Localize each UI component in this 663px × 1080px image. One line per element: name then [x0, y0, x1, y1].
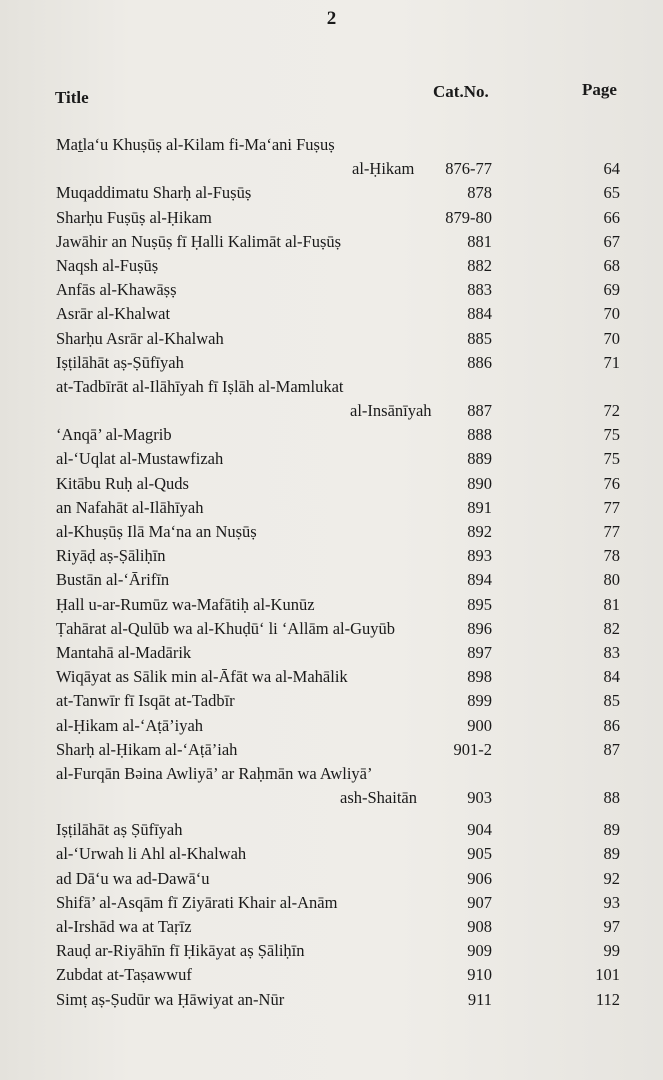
entry-cat-no: 887 [467, 401, 492, 421]
entry-line [0, 867, 663, 891]
entry-line [0, 689, 663, 713]
catalogue-entry [0, 181, 663, 205]
entry-page: 68 [603, 255, 620, 275]
catalogue-entry [0, 818, 663, 842]
catalogue-entry [0, 939, 663, 963]
entry-cat-no: 885 [467, 328, 492, 348]
entry-page: 64 [603, 159, 620, 179]
catalogue-entry [0, 641, 663, 665]
entry-title: Kitābu Ruḥ al-Quds [56, 473, 189, 493]
entry-title: Iṣṭilāhāt aṣ Ṣūfīyah [56, 820, 183, 840]
entry-title: Riyāḍ aṣ-Ṣāliḥīn [56, 546, 166, 566]
catalogue-entry [0, 963, 663, 987]
entry-page: 85 [603, 691, 620, 711]
entry-cat-no: 904 [467, 820, 492, 840]
catalogue-entry [0, 593, 663, 617]
entry-cat-no: 893 [467, 546, 492, 566]
entry-page: 84 [603, 667, 620, 687]
entry-title-continuation: ash-Shaitān [340, 788, 417, 808]
entry-line [0, 230, 663, 254]
entry-page: 101 [595, 965, 620, 985]
entry-page: 77 [603, 497, 620, 517]
entry-page: 65 [603, 183, 620, 203]
entry-title: al-Khuṣūṣ Ilā Ma‘na an Nuṣūṣ [56, 522, 257, 541]
entry-page: 70 [603, 328, 620, 348]
entry-line [0, 447, 663, 471]
entry-page: 77 [603, 522, 620, 541]
catalogue-entry [0, 520, 663, 544]
entry-page: 87 [603, 739, 620, 759]
entry-page: 112 [595, 989, 620, 1009]
entry-page: 66 [603, 207, 620, 227]
entry-line [0, 963, 663, 987]
catalogue-entry [0, 544, 663, 568]
catalogue-entry [0, 738, 663, 762]
entry-page: 80 [603, 570, 620, 590]
entry-page: 93 [603, 892, 620, 912]
entry-cat-no: 908 [467, 917, 492, 936]
spacer [0, 810, 663, 818]
entry-line [0, 157, 663, 181]
entry-line [0, 915, 663, 939]
catalogue-entry [0, 915, 663, 939]
entry-title: Iṣṭilāhāt aṣ-Ṣūfīyah [56, 352, 184, 372]
entry-title: ‘Anqā’ al-Magrib [56, 425, 172, 445]
entry-line [0, 206, 663, 230]
catalogue-entry [0, 133, 663, 181]
entry-cat-no: 876-77 [445, 159, 492, 179]
catalogue-entry-list [0, 133, 663, 1012]
entry-cat-no: 909 [467, 941, 492, 961]
entry-title: Maṯla‘u Khuṣūṣ al-Kilam fi-Ma‘ani Fuṣuṣ [56, 135, 335, 154]
entry-title: Shifā’ al-Asqām fī Ziyārati Khair al-Anām [56, 892, 338, 912]
entry-line [0, 988, 663, 1012]
entry-page: 83 [603, 642, 620, 662]
entry-line [0, 593, 663, 617]
catalogue-entry [0, 665, 663, 689]
entry-cat-no: 900 [467, 715, 492, 735]
entry-page: 82 [603, 618, 620, 638]
entry-cat-no: 878 [467, 183, 492, 203]
entry-title: Ḥall u-ar-Rumūz wa-Mafātiḥ al-Kunūz [56, 594, 315, 614]
entry-line [0, 738, 663, 762]
page-column-header: Page [582, 80, 617, 99]
entry-page: 72 [603, 401, 620, 421]
entry-cat-no: 891 [467, 497, 492, 517]
entry-page: 78 [603, 546, 620, 566]
entry-cat-no: 883 [467, 280, 492, 300]
entry-page: 89 [603, 820, 620, 840]
catalogue-entry [0, 254, 663, 278]
entry-page: 75 [603, 425, 620, 445]
entry-title: Jawāhir an Nuṣūṣ fī Ḥalli Kalimāt al-Fuṣūṣ [56, 231, 342, 251]
entry-line [0, 399, 663, 423]
catalogue-entry [0, 375, 663, 423]
entry-title: Mantahā al-Madārik [56, 642, 192, 662]
entry-title: Anfās al-Khawāṣṣ [56, 280, 177, 300]
entry-cat-no: 896 [467, 618, 492, 638]
entry-cat-no: 879-80 [445, 207, 492, 227]
entry-title: Rauḍ ar-Riyāhīn fī Ḥikāyat aṣ Ṣāliḥīn [56, 941, 305, 961]
entry-cat-no: 911 [467, 989, 492, 1009]
entry-cat-no: 901-2 [453, 739, 492, 759]
entry-line [0, 762, 663, 786]
catalogue-entry [0, 689, 663, 713]
catalogue-entry [0, 206, 663, 230]
entry-line [0, 181, 663, 205]
entry-title: Naqsh al-Fuṣūṣ [56, 255, 159, 275]
entry-page: 76 [603, 473, 620, 493]
entry-title-continuation: al-Ḥikam [352, 159, 415, 179]
catalogue-entry [0, 351, 663, 375]
entry-title: Ṭahārat al-Qulūb wa al-Khuḍū‘ li ‘Allām al-Guyūb [56, 618, 396, 638]
entry-line [0, 568, 663, 592]
catalogue-entry [0, 891, 663, 915]
catalogue-entry [0, 867, 663, 891]
entry-title: Asrār al-Khalwat [56, 304, 171, 324]
entry-cat-no: 889 [467, 449, 492, 469]
table-header [0, 78, 663, 108]
entry-line [0, 351, 663, 375]
entry-page: 75 [603, 449, 620, 469]
entry-line [0, 842, 663, 866]
entry-page: 71 [603, 352, 620, 372]
entry-cat-no: 881 [467, 231, 492, 251]
entry-title-continuation: al-Insānīyah [350, 401, 432, 421]
catalogue-entry [0, 762, 663, 810]
catalogue-entry [0, 327, 663, 351]
entry-title: Bustān al-‘Ārifīn [56, 570, 170, 590]
catalogue-entry [0, 714, 663, 738]
entry-page: 89 [603, 844, 620, 864]
entry-cat-no: 882 [467, 255, 492, 275]
catalogue-entry [0, 423, 663, 447]
entry-title: al-Furqān Bəina Awliyā’ ar Raḥmān wa Awliyā’ [56, 763, 373, 783]
entry-line [0, 278, 663, 302]
entry-page: 86 [603, 715, 620, 735]
entry-title: Zubdat at-Taṣawwuf [56, 965, 192, 985]
entry-cat-no: 898 [467, 667, 492, 687]
catalogue-entry [0, 496, 663, 520]
entry-cat-no: 906 [467, 868, 492, 888]
entry-cat-no: 905 [467, 844, 492, 864]
entry-cat-no: 903 [467, 788, 492, 808]
entry-page: 67 [603, 231, 620, 251]
entry-line [0, 714, 663, 738]
entry-line [0, 641, 663, 665]
entry-cat-no: 886 [467, 352, 492, 372]
entry-cat-no: 897 [467, 642, 492, 662]
entry-line [0, 496, 663, 520]
entry-page: 70 [603, 304, 620, 324]
entry-cat-no: 890 [467, 473, 492, 493]
entry-title: al-Ḥikam al-‘Aṭā’iyah [56, 715, 204, 735]
entry-line [0, 665, 663, 689]
entry-title: al-Irshād wa at Taṛīz [56, 917, 192, 936]
entry-title: Sharḥ al-Ḥikam al-‘Aṭā’iah [56, 739, 238, 759]
entry-line [0, 423, 663, 447]
entry-cat-no: 910 [467, 965, 492, 985]
entry-page: 88 [603, 788, 620, 808]
cat-no-column-header: Cat.No. [433, 82, 489, 101]
entry-page: 99 [603, 941, 620, 961]
catalogue-entry [0, 278, 663, 302]
entry-line [0, 472, 663, 496]
entry-title: al-‘Urwah li Ahl al-Khalwah [56, 844, 247, 864]
entry-line [0, 818, 663, 842]
entry-line [0, 939, 663, 963]
catalogue-entry [0, 302, 663, 326]
entry-title: Wiqāyat as Sālik min al-Āfāt wa al-Mahālik [56, 667, 348, 687]
entry-title: Muqaddimatu Sharḥ al-Fuṣūṣ [56, 183, 252, 203]
entry-line [0, 786, 663, 810]
entry-line [0, 891, 663, 915]
entry-cat-no: 907 [467, 892, 492, 912]
entry-cat-no: 899 [467, 691, 492, 711]
entry-cat-no: 884 [467, 304, 492, 324]
entry-line [0, 544, 663, 568]
entry-line [0, 302, 663, 326]
entry-cat-no: 888 [467, 425, 492, 445]
title-column-header: Title [55, 88, 89, 107]
entry-page: 92 [603, 868, 620, 888]
entry-line [0, 617, 663, 641]
entry-line [0, 375, 663, 399]
entry-cat-no: 892 [467, 522, 492, 541]
entry-page: 81 [603, 594, 620, 614]
catalogue-entry [0, 617, 663, 641]
entry-title: ad Dā‘u wa ad-Dawā‘u [56, 868, 210, 888]
entry-title: Sharḥu Asrār al-Khalwah [56, 328, 224, 348]
catalogue-entry [0, 447, 663, 471]
entry-title: at-Tadbīrāt al-Ilāhīyah fī Iṣlāh al-Mamlukat [56, 376, 344, 396]
catalogue-entry [0, 230, 663, 254]
entry-line [0, 327, 663, 351]
entry-title: an Nafahāt al-Ilāhīyah [56, 497, 204, 517]
entry-title: at-Tanwīr fī Isqāt at-Tadbīr [56, 691, 235, 711]
entry-title: al-‘Uqlat al-Mustawfizah [56, 449, 224, 469]
entry-page: 97 [603, 917, 620, 936]
entry-title: Simṭ aṣ-Ṣudūr wa Ḥāwiyat an-Nūr [56, 989, 285, 1009]
catalogue-entry [0, 988, 663, 1012]
entry-line [0, 133, 663, 157]
entry-cat-no: 894 [467, 570, 492, 590]
entry-line [0, 520, 663, 544]
page-number: 2 [326, 8, 337, 29]
catalogue-entry [0, 568, 663, 592]
catalogue-entry [0, 472, 663, 496]
entry-title: Sharḥu Fuṣūṣ al-Ḥikam [56, 207, 212, 227]
entry-line [0, 254, 663, 278]
catalogue-entry [0, 842, 663, 866]
entry-cat-no: 895 [467, 594, 492, 614]
entry-page: 69 [603, 280, 620, 300]
